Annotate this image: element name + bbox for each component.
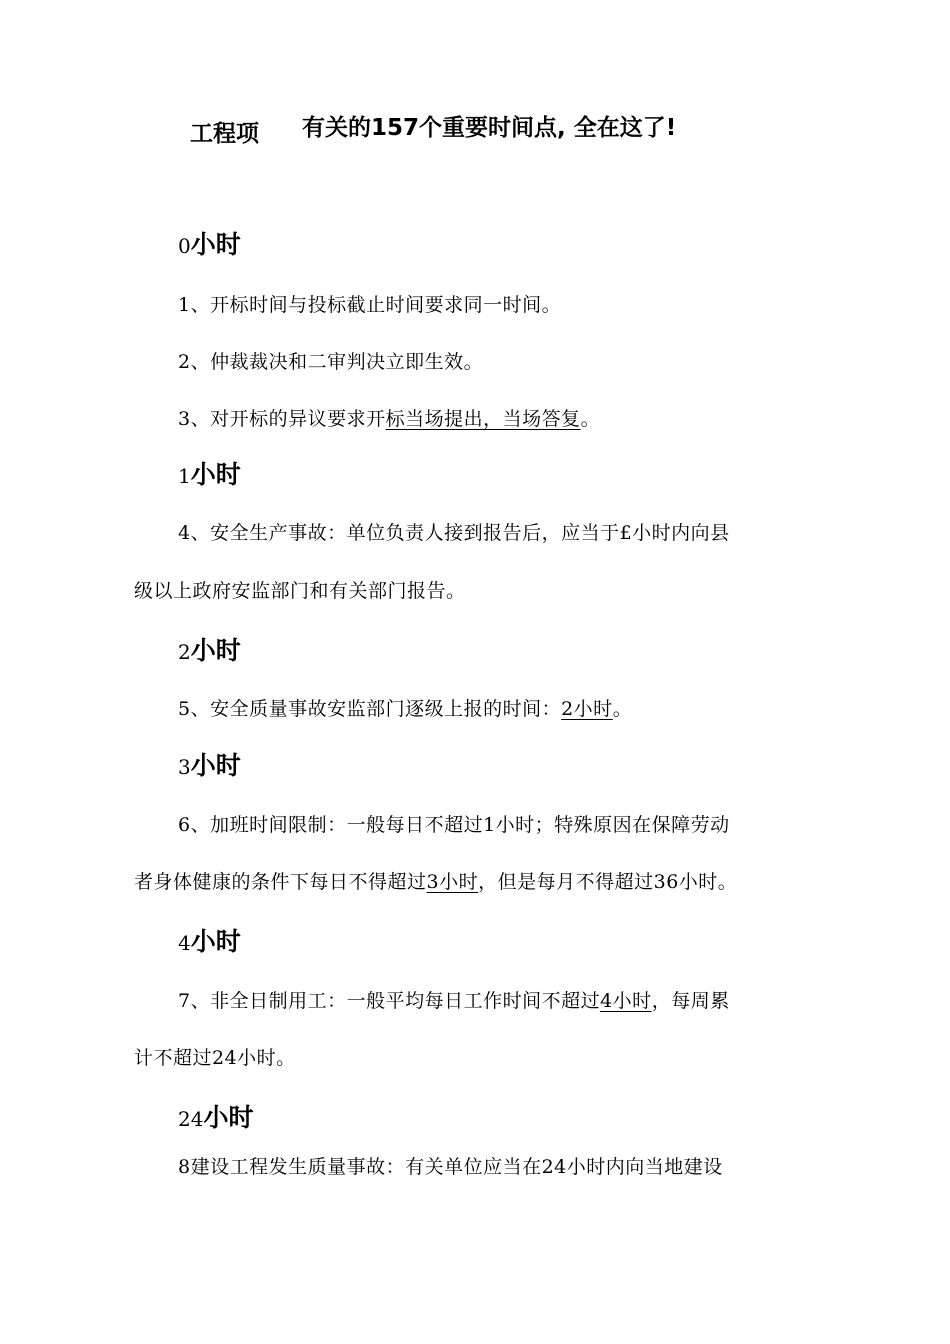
paragraph-line: [134, 576, 466, 606]
paragraph-line: [178, 347, 483, 377]
title-part-2: 有关的157个重要时间点, 全在这了!: [302, 115, 677, 141]
paragraph-line: [134, 867, 737, 897]
title-part-1: 工程项: [190, 121, 259, 147]
paragraph-line: [178, 1152, 723, 1182]
heading-unit: 小时: [190, 636, 241, 665]
heading-unit: 小时: [190, 460, 241, 489]
underlined-text: 标当场提出，当场答复: [385, 408, 581, 430]
line-text: 6、加班时间限制：一般每日不超过1小时；特殊原因在保障劳动: [178, 814, 730, 836]
heading-unit: 小时: [203, 1103, 254, 1132]
line-text: 8建设工程发生质量事故：有关单位应当在24小时内向当地建设: [178, 1156, 723, 1178]
line-text: 。: [580, 408, 601, 430]
section-heading-24h: [178, 1101, 253, 1136]
line-text: 1、开标时间与投标截止时间要求同一时间。: [178, 294, 562, 316]
heading-unit: 小时: [190, 751, 241, 780]
heading-number: 1: [178, 464, 191, 488]
heading-number: 4: [178, 931, 191, 955]
line-text: ，每周累: [651, 990, 730, 1012]
paragraph-line: [178, 518, 730, 548]
underlined-text: 3小时: [426, 871, 479, 893]
line-text: 级以上政府安监部门和有关部门报告。: [134, 580, 466, 602]
line-text: 者身体健康的条件下每日不得超过: [134, 871, 427, 893]
paragraph-line: [134, 1043, 296, 1073]
paragraph-line: [178, 810, 730, 840]
paragraph-line: [178, 290, 561, 320]
heading-number: 3: [178, 755, 191, 779]
paragraph-line: [178, 694, 632, 724]
line-text: 。: [612, 698, 633, 720]
section-heading-3h: [178, 749, 241, 784]
line-text: ，但是每月不得超过36小时。: [478, 871, 738, 893]
section-heading-0h: [178, 228, 241, 263]
section-heading-4h: [178, 925, 241, 960]
heading-number: 0: [178, 234, 191, 258]
heading-number: 2: [178, 640, 191, 664]
heading-unit: 小时: [190, 927, 241, 956]
line-text: 3、对开标的异议要求开: [178, 408, 386, 430]
section-heading-2h: [178, 634, 241, 669]
underlined-text: 2小时: [561, 698, 613, 720]
heading-number: 24: [178, 1107, 204, 1131]
line-text: 4、安全生产事故：单位负责人接到报告后，应当于£小时内向县: [178, 522, 730, 544]
paragraph-line: [178, 404, 600, 434]
underlined-text: 4小时: [600, 990, 652, 1012]
heading-unit: 小时: [190, 230, 241, 259]
line-text: 计不超过24小时。: [134, 1047, 296, 1069]
line-text: 5、安全质量事故安监部门逐级上报的时间：: [178, 698, 562, 720]
line-text: 2、仲裁裁决和二审判决立即生效。: [178, 351, 484, 373]
line-text: 7、非全日制用工：一般平均每日工作时间不超过: [178, 990, 601, 1012]
section-heading-1h: [178, 458, 241, 493]
paragraph-line: [178, 986, 730, 1016]
